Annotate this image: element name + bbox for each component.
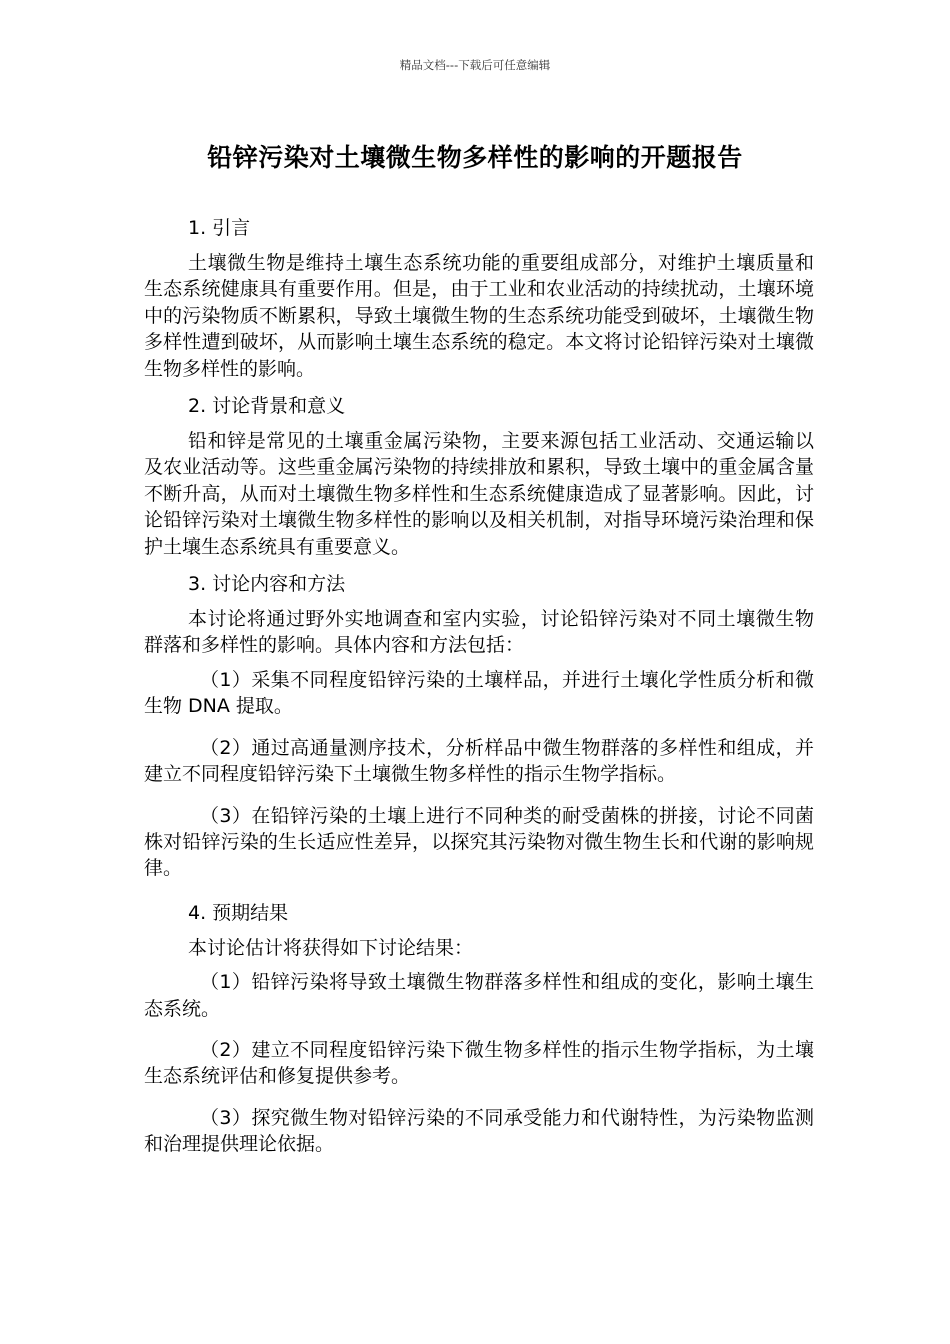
section-methods	[144, 568, 814, 882]
list-item: （2）建立不同程度铅锌污染下微生物多样性的指示生物学指标，为土壤生态系统评估和修复提供参考。	[144, 1038, 814, 1088]
paragraph: 铅和锌是常见的土壤重金属污染物，主要来源包括工业活动、交通运输以及农业活动等。这些重金属污染物的持续排放和累积，导致土壤中的重金属含量不断升高，从而对土壤微生物多样性和生态系统健康造成了显著影响。因此，讨论铅锌污染对土壤微生物多样性的影响以及相关机制，对指导环境污染治理和保护土壤生态系统具有重要意义。	[144, 430, 814, 558]
page-header: 精品文档---下载后可任意编辑	[399, 58, 551, 72]
section-heading: 1. 引言	[188, 217, 251, 239]
section-intro: 本讨论将通过野外实地调查和室内实验，讨论铅锌污染对不同土壤微生物群落和多样性的影响。具体内容和方法包括：	[144, 608, 814, 657]
list-item: （3）探究微生物对铅锌污染的不同承受能力和代谢特性，为污染物监测和治理提供理论依据。	[144, 1106, 814, 1156]
paragraph: 土壤微生物是维持土壤生态系统功能的重要组成部分，对维护土壤质量和生态系统健康具有重要作用。但是，由于工业和农业活动的持续扰动，土壤环境中的污染物质不断累积，导致土壤微生物的生态系统功能受到破坏，土壤微生物多样性遭到破坏，从而影响土壤生态系统的稳定。本文将讨论铅锌污染对土壤微生物多样性的影响。	[144, 252, 814, 380]
list-item: （2）通过高通量测序技术，分析样品中微生物群落的多样性和组成，并建立不同程度铅锌污染下土壤微生物多样性的指示生物学指标。	[144, 736, 814, 786]
section-introduction	[144, 212, 814, 382]
section-expected-results	[144, 897, 814, 1158]
section-heading: 3. 讨论内容和方法	[188, 573, 346, 596]
document-body	[144, 212, 814, 1173]
section-heading: 2. 讨论背景和意义	[188, 395, 346, 418]
section-intro: 本讨论估计将获得如下讨论结果：	[188, 936, 474, 959]
section-background	[144, 390, 814, 560]
list-item: （3）在铅锌污染的土壤上进行不同种类的耐受菌株的拼接，讨论不同菌株对铅锌污染的生长适应性差异，以探究其污染物对微生物生长和代谢的影响规律。	[144, 804, 814, 880]
section-heading: 4. 预期结果	[188, 901, 289, 924]
document-title: 铅锌污染对土壤微生物多样性的影响的开题报告	[207, 143, 743, 172]
list-item: （1）采集不同程度铅锌污染的土壤样品，并进行土壤化学性质分析和微生物 DNA 提取。	[144, 668, 814, 718]
list-item: （1）铅锌污染将导致土壤微生物群落多样性和组成的变化，影响土壤生态系统。	[144, 971, 814, 1020]
